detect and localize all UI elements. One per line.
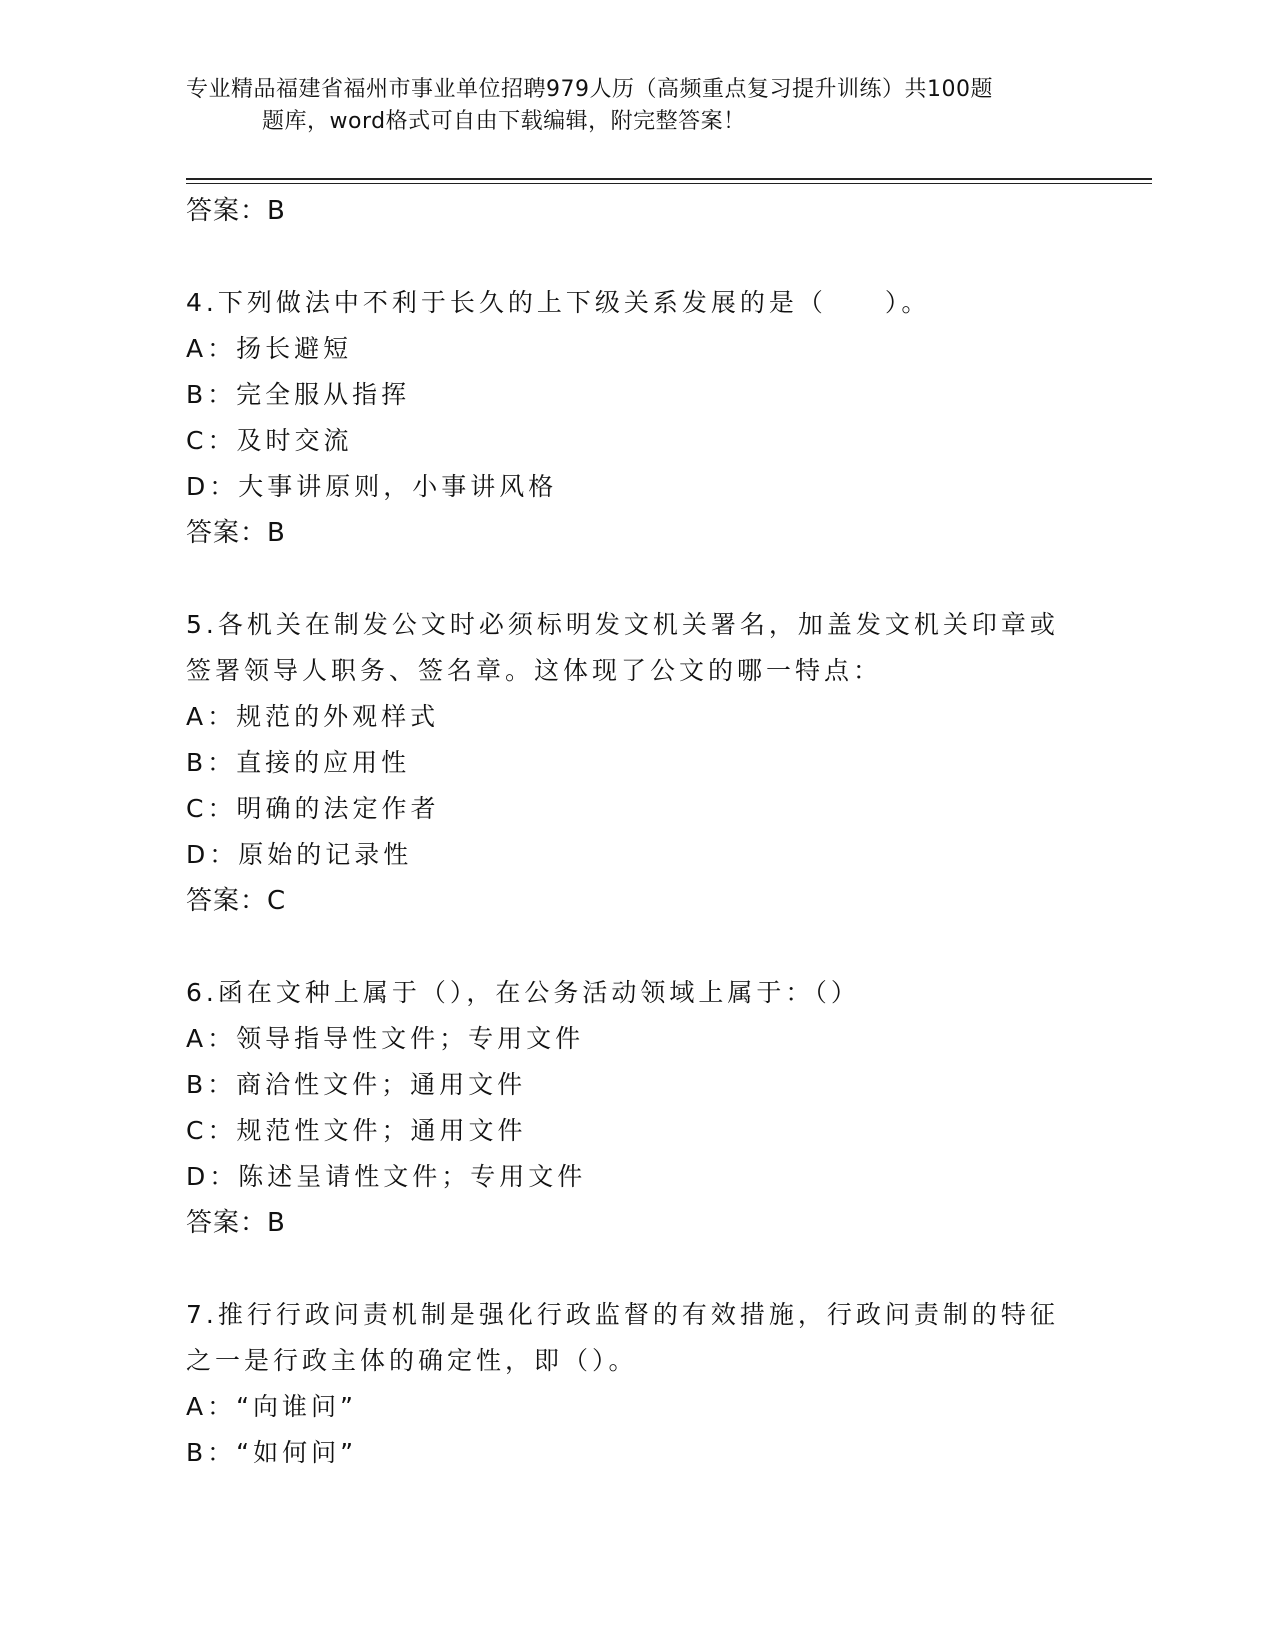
question-6-option-d: D：陈述呈请性文件；专用文件 — [186, 1162, 587, 1191]
question-5-option-c: C：明确的法定作者 — [186, 794, 440, 823]
question-6-answer: 答案：B — [186, 1208, 286, 1238]
question-5-option-d: D：原始的记录性 — [186, 840, 413, 869]
question-5-stem-line-1: 5.各机关在制发公文时必须标明发文机关署名，加盖发文机关印章或 — [186, 610, 1059, 639]
question-4-stem: 4.下列做法中不利于长久的上下级关系发展的是（ ）。 — [186, 288, 931, 317]
question-6-option-c: C：规范性文件；通用文件 — [186, 1116, 527, 1145]
question-4-option-d: D：大事讲原则，小事讲风格 — [186, 472, 558, 501]
question-7-option-a: A：“向谁问” — [186, 1392, 358, 1421]
question-list — [186, 188, 1086, 1476]
document-header — [186, 74, 1086, 138]
question-4-option-a: A：扬长避短 — [186, 334, 353, 363]
question-6-stem: 6.函在文种上属于（），在公务活动领域上属于：（） — [186, 978, 860, 1007]
header-rule-thin — [186, 183, 1152, 184]
question-5-stem-line-2: 签署领导人职务、签名章。这体现了公文的哪一特点： — [186, 656, 883, 685]
header-title-line-1: 专业精品福建省福州市事业单位招聘979人历（高频重点复习提升训练）共100题 — [186, 77, 993, 102]
question-5-answer: 答案：C — [186, 886, 287, 916]
question-4-option-c: C：及时交流 — [186, 426, 353, 455]
question-4-answer: 答案：B — [186, 518, 286, 548]
question-6-option-a: A：领导指导性文件；专用文件 — [186, 1024, 585, 1053]
question-5-option-a: A：规范的外观样式 — [186, 702, 440, 731]
spacer — [186, 924, 1086, 970]
header-rule-thick — [186, 178, 1152, 180]
answer-line-previous: 答案：B — [186, 196, 286, 226]
question-7-stem-line-2: 之一是行政主体的确定性，即（）。 — [186, 1346, 638, 1375]
question-4-option-b: B：完全服从指挥 — [186, 380, 411, 409]
question-7-stem-line-1: 7.推行行政问责机制是强化行政监督的有效措施，行政问责制的特征 — [186, 1300, 1059, 1329]
spacer — [186, 234, 1086, 280]
question-6-option-b: B：商洽性文件；通用文件 — [186, 1070, 527, 1099]
question-5-option-b: B：直接的应用性 — [186, 748, 411, 777]
spacer — [186, 556, 1086, 602]
header-title-line-2: 题库，word格式可自由下载编辑，附完整答案！ — [262, 109, 746, 134]
spacer — [186, 1246, 1086, 1292]
question-7-option-b: B：“如何问” — [186, 1438, 358, 1467]
